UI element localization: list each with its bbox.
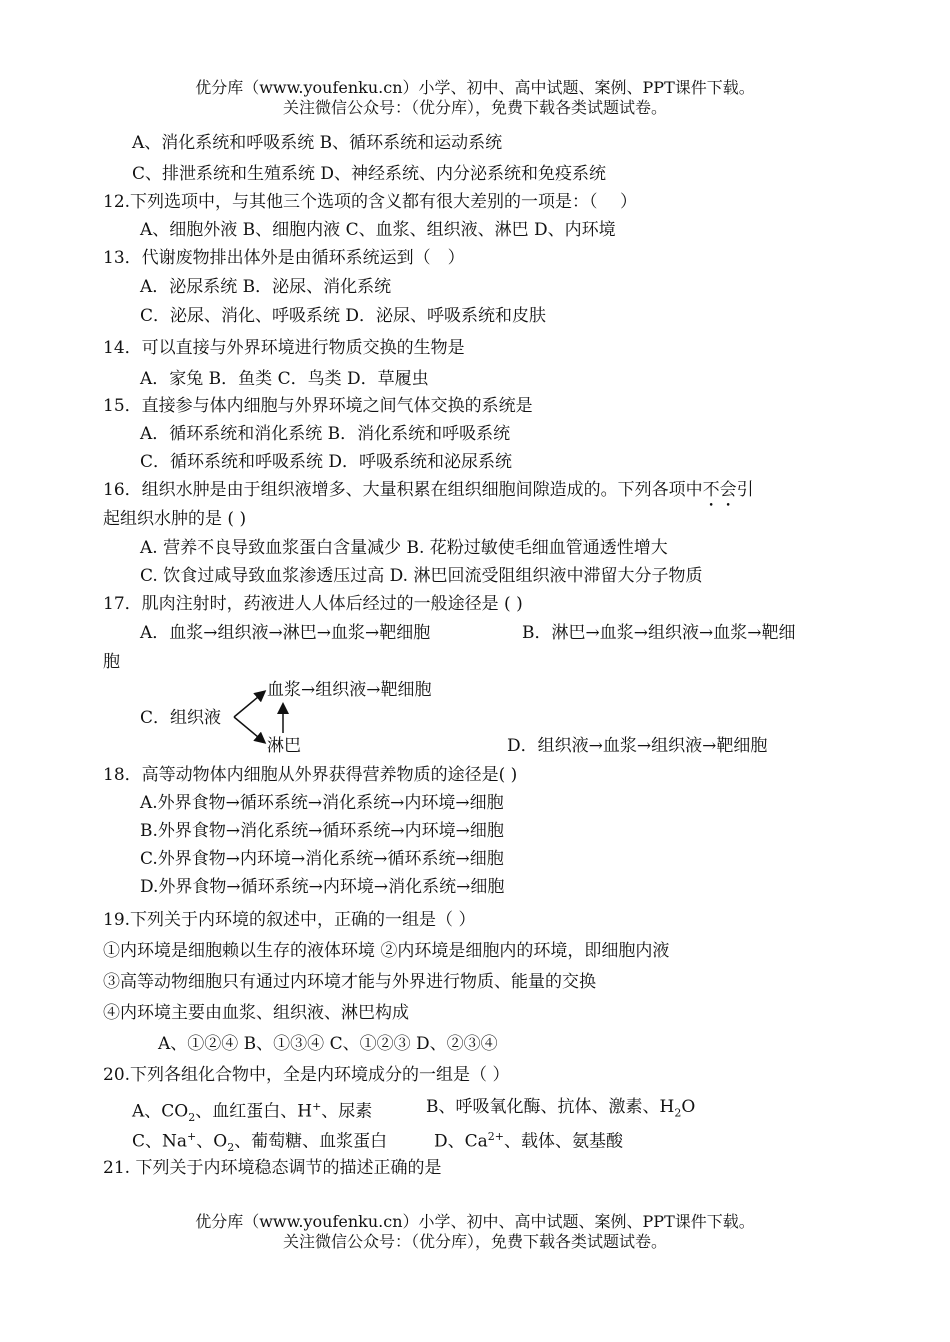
q17-option-d: D．组织液→血浆→组织液→靶细胞: [507, 736, 768, 756]
q20-c-text-1: C、Na: [132, 1131, 188, 1152]
q20-d-text-1: D、Ca: [434, 1131, 488, 1152]
arrow-to-lymph: [234, 717, 264, 742]
q13-options-cd: C．泌尿、消化、呼吸系统 D．泌尿、呼吸系统和皮肤: [140, 306, 547, 326]
q19-statements-1-2: ①内环境是细胞赖以生存的液体环境 ②内环境是细胞内的环境，即细胞内液: [103, 941, 670, 961]
q19-statement-4: ④内环境主要由血浆、组织液、淋巴构成: [103, 1003, 409, 1023]
q18-option-b: B.外界食物→消化系统→循环系统→内环境→细胞: [140, 821, 504, 841]
q14-stem: 14．可以直接与外界环境进行物质交换的生物是: [103, 338, 465, 358]
q15-options-ab: A．循环系统和消化系统 B．消化系统和呼吸系统: [140, 424, 511, 444]
q12-options: A、细胞外液 B、细胞内液 C、血浆、组织液、淋巴 D、内环境: [140, 220, 616, 240]
q13-stem: 13．代谢废物排出体外是由循环系统运到（ ）: [103, 248, 465, 268]
q20-option-c: [132, 1126, 387, 1159]
q16-emphasis-not: 不: [702, 480, 720, 500]
q20-a-text-3: 、尿素: [321, 1101, 373, 1122]
q17-stem: 17．肌肉注射时，药液进人人体后经过的一般途径是 ( ): [103, 594, 523, 614]
q11-options-cd: C、排泄系统和生殖系统 D、神经系统、内分泌系统和免疫系统: [132, 164, 607, 184]
q16-stem-line-2: 起组织水肿的是 ( ): [103, 509, 247, 529]
header-line-2: 关注微信公众号：（优分库），免费下载各类试题试卷。: [282, 98, 667, 117]
q18-option-a: A.外界食物→循环系统→消化系统→内环境→细胞: [140, 793, 504, 813]
q17-option-c-top-path: 血浆→组织液→靶细胞: [267, 680, 432, 700]
q17-option-a: A．血浆→组织液→淋巴→血浆→靶细胞: [140, 623, 431, 643]
q18-stem: 18．高等动物体内细胞从外界获得营养物质的途径是( ): [103, 765, 518, 785]
q20-option-d: [434, 1126, 623, 1153]
q20-a-text-2: 、血红蛋白、H: [195, 1101, 313, 1122]
q20-b-text-1: B、呼吸氧化酶、抗体、激素、H: [426, 1097, 675, 1117]
q20-a-sub: 2: [188, 1111, 196, 1125]
q11-options-ab: A、消化系统和呼吸系统 B、循环系统和运动系统: [132, 133, 503, 153]
q17-option-c-label: C．组织液: [140, 708, 222, 728]
q20-a-sup: +: [312, 1100, 322, 1113]
q15-stem: 15．直接参与体内细胞与外界环境之间气体交换的系统是: [103, 396, 533, 416]
q19-statement-3: ③高等动物细胞只有通过内环境才能与外界进行物质、能量的交换: [103, 972, 596, 992]
q20-c-text-3: 、葡萄糖、血浆蛋白: [234, 1131, 388, 1152]
q17-option-c-bottom-node: 淋巴: [267, 736, 301, 756]
q20-c-sup: +: [187, 1130, 197, 1143]
arrow-to-plasma: [234, 692, 264, 717]
q16-emphasis-will: 会: [719, 480, 737, 500]
q19-options: A、①②④ B、①③④ C、①②③ D、②③④: [158, 1034, 498, 1054]
q20-a-text-1: A、CO: [132, 1101, 189, 1122]
q20-stem: 20.下列各组化合物中，全是内环境成分的一组是（ ）: [103, 1065, 510, 1085]
q20-d-text-2: 、载体、氨基酸: [504, 1131, 623, 1152]
q16-stem-main: 16．组织水肿是由于组织液增多、大量积累在组织细胞间隙造成的。下列各项中: [103, 480, 703, 500]
q14-options: A．家兔 B．鱼类 C．鸟类 D．草履虫: [140, 369, 429, 389]
q20-d-sup: 2+: [487, 1130, 504, 1143]
q17-option-b-wrap: 胞: [103, 652, 120, 672]
footer-line-2: 关注微信公众号：（优分库），免费下载各类试题试卷。: [282, 1232, 667, 1251]
q20-b-text-2: O: [681, 1097, 696, 1117]
header-line-1: 优分库（www.youfenku.cn）小学、初中、高中试题、案例、PPT课件下载。: [195, 78, 755, 97]
footer-line-1: 优分库（www.youfenku.cn）小学、初中、高中试题、案例、PPT课件下载。: [195, 1212, 755, 1231]
q20-option-a: [132, 1096, 372, 1129]
q15-options-cd: C．循环系统和呼吸系统 D．呼吸系统和泌尿系统: [140, 452, 513, 472]
q13-options-ab: A．泌尿系统 B．泌尿、消化系统: [140, 277, 392, 297]
q18-option-d: D.外界食物→循环系统→内环境→消化系统→细胞: [140, 877, 505, 897]
q18-option-c: C.外界食物→内环境→消化系统→循环系统→细胞: [140, 849, 504, 869]
q21-stem: 21. 下列关于内环境稳态调节的描述正确的是: [103, 1158, 442, 1178]
q12-stem: 12.下列选项中，与其他三个选项的含义都有很大差别的一项是：（ ）: [103, 192, 637, 212]
q16-stem-tail: 引: [736, 480, 754, 500]
q20-c-sub: 2: [227, 1141, 235, 1155]
q20-option-b: [426, 1096, 695, 1124]
q16-options-ab: A. 营养不良导致血浆蛋白含量减少 B. 花粉过敏使毛细血管通透性增大: [140, 538, 668, 558]
q20-b-sub: 2: [674, 1106, 682, 1120]
q17-option-b: B．淋巴→血浆→组织液→血浆→靶细: [522, 623, 796, 643]
q19-stem: 19.下列关于内环境的叙述中，正确的一组是（ ）: [103, 910, 476, 930]
q20-c-text-2: 、O: [196, 1131, 228, 1152]
q16-options-cd: C. 饮食过咸导致血浆渗透压过高 D. 淋巴回流受阻组织液中滞留大分子物质: [140, 566, 703, 586]
